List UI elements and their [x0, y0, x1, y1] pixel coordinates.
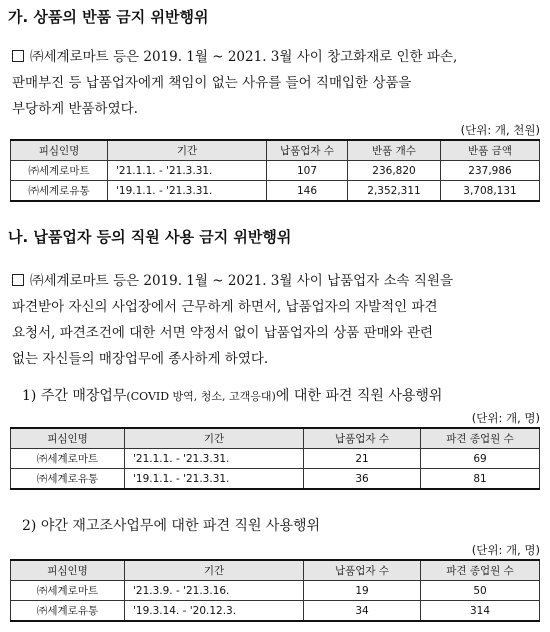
- checkbox-bullet-icon: [12, 50, 24, 62]
- col-header: 기간: [108, 140, 267, 161]
- col-header: 파견 종업원 수: [421, 560, 540, 581]
- table-cell: 19: [304, 581, 421, 601]
- table-cell: '21.3.9. - '21.3.16.: [125, 581, 304, 601]
- table-row: [11, 601, 540, 622]
- checkbox-bullet-icon: [12, 274, 24, 286]
- sub1-title-suffix: 에 대한 파견 직원 사용행위: [275, 388, 443, 404]
- table-cell: ㈜세계로마트: [11, 161, 108, 181]
- col-header: 파견 종업원 수: [421, 428, 540, 449]
- table-row: [11, 581, 540, 601]
- table-cell: 237,986: [441, 161, 540, 181]
- col-header: 피심인명: [11, 560, 125, 581]
- table-cell: 81: [421, 469, 540, 490]
- table-row: [11, 469, 540, 490]
- dispatch-night-table: [10, 559, 540, 622]
- table-cell: ㈜세계로유통: [11, 601, 125, 622]
- table-cell: '21.1.1. - '21.3.31.: [125, 449, 304, 469]
- section-a-heading: 가. 상품의 반품 금지 위반행위: [8, 8, 209, 26]
- section-a-paragraph: [12, 44, 538, 122]
- table-cell: 146: [267, 181, 348, 202]
- col-header: 피심인명: [11, 140, 108, 161]
- table-cell: 2,352,311: [348, 181, 441, 202]
- table-cell: 107: [267, 161, 348, 181]
- table-cell: '19.1.1. - '21.3.31.: [108, 181, 267, 202]
- table-cell: 34: [304, 601, 421, 622]
- col-header: 납품업자 수: [304, 560, 421, 581]
- section-b-paragraph: [12, 268, 538, 372]
- dispatch-day-table: [10, 427, 540, 490]
- table-header-row: [11, 428, 540, 449]
- table-header-row: [11, 140, 540, 161]
- col-header: 피심인명: [11, 428, 125, 449]
- table-cell: ㈜세계로마트: [11, 581, 125, 601]
- sub1-unit: (단위: 개, 명): [471, 411, 540, 425]
- table-cell: ㈜세계로유통: [11, 181, 108, 202]
- table-cell: 50: [421, 581, 540, 601]
- para-line: 부당하게 반품하였다.: [12, 101, 138, 117]
- table-cell: 21: [304, 449, 421, 469]
- table-cell: 3,708,131: [441, 181, 540, 202]
- sub2-title: 2) 야간 재고조사업무에 대한 파견 직원 사용행위: [22, 518, 321, 534]
- table-cell: ㈜세계로마트: [11, 449, 125, 469]
- sub1-title-note: (COVID 방역, 청소, 고객응대): [126, 390, 276, 403]
- table-cell: 236,820: [348, 161, 441, 181]
- table-row: [11, 449, 540, 469]
- para-line: 판매부진 등 납품업자에게 책임이 없는 사유를 들어 직매입한 상품을: [12, 75, 412, 91]
- col-header: 기간: [125, 560, 304, 581]
- table-cell: 36: [304, 469, 421, 490]
- col-header: 반품 개수: [348, 140, 441, 161]
- sub2-unit: (단위: 개, 명): [471, 543, 540, 557]
- col-header: 기간: [125, 428, 304, 449]
- table-row: [11, 161, 540, 181]
- col-header: 납품업자 수: [304, 428, 421, 449]
- table-cell: '19.1.1. - '21.3.31.: [125, 469, 304, 490]
- section-b-heading: 나. 납품업자 등의 직원 사용 금지 위반행위: [8, 228, 292, 246]
- table-cell: ㈜세계로유통: [11, 469, 125, 490]
- para-line: 파견받아 자신의 사업장에서 근무하게 하면서, 납품업자의 자발적인 파견: [12, 299, 438, 315]
- table-cell: '19.3.14. - '20.12.3.: [125, 601, 304, 622]
- para-line: 없는 자신들의 매장업무에 종사하게 하였다.: [12, 351, 269, 367]
- col-header: 반품 금액: [441, 140, 540, 161]
- para-line: 요청서, 파견조건에 대한 서면 약정서 없이 납품업자의 상품 판매와 관련: [12, 325, 434, 341]
- sub1-title: [22, 385, 442, 405]
- table-cell: '21.1.1. - '21.3.31.: [108, 161, 267, 181]
- table-row: [11, 181, 540, 202]
- table-cell: 314: [421, 601, 540, 622]
- table-header-row: [11, 560, 540, 581]
- return-table: [10, 139, 540, 202]
- section-a-unit: (단위: 개, 천원): [460, 123, 540, 137]
- col-header: 납품업자 수: [267, 140, 348, 161]
- sub1-title-prefix: 1) 주간 매장업무: [22, 388, 127, 404]
- para-line: ㈜세계로마트 등은 2019. 1월 ~ 2021. 3월 사이 납품업자 소속 직원을: [30, 273, 454, 289]
- para-line: ㈜세계로마트 등은 2019. 1월 ~ 2021. 3월 사이 창고화재로 인한 파손,: [30, 49, 458, 65]
- table-cell: 69: [421, 449, 540, 469]
